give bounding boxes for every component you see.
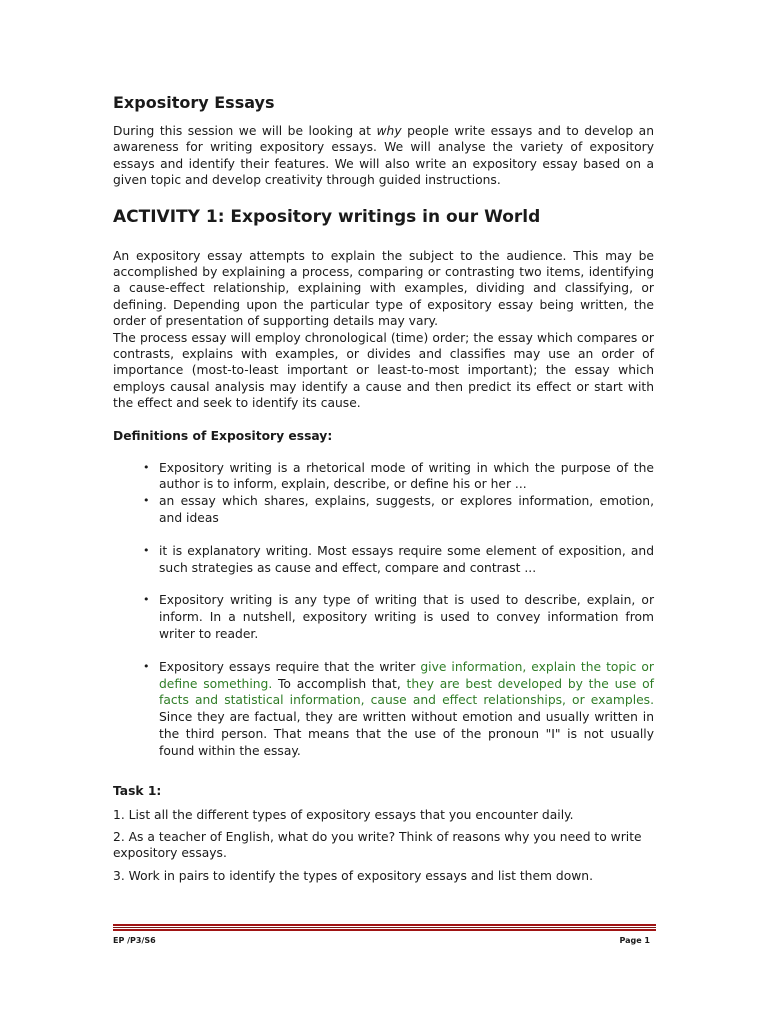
footer-rule-line <box>113 924 656 926</box>
activity-paragraph-1: An expository essay attempts to explain the subject to the audience. This may be accomplished by explaining a process, comparing or contrasting two items, identifying a cause-effect relationship, explaining with examples, dividing and classifying, or defining. Depending upon the particular type of expository essay being written, the order of presentation of supporting details may vary. <box>113 248 654 329</box>
task-heading: Task 1: <box>113 783 162 798</box>
highlighted-text: give information, explain the topic or define something. <box>159 659 654 691</box>
bullet-icon: • <box>143 659 150 673</box>
definition-text-part: To accomplish that, <box>272 676 407 691</box>
list-item <box>143 460 654 494</box>
definition-text: Expository writing is any type of writing that is used to describe, explain, or inform. In a nutshell, expository writing is used to convey information from writer to reader. <box>159 593 654 642</box>
activity-paragraph-2: The process essay will employ chronological (time) order; the essay which compares or contrasts, explains with examples, or divides and classifies may use an order of importance (most-to-least important or least-to-most important); the essay which employs causal analysis may identify a cause and then predict its effect or start with the effect and seek to identify its cause. <box>113 330 654 411</box>
intro-paragraph <box>113 123 654 189</box>
task-item: 1. List all the different types of expository essays that you encounter daily. <box>113 807 574 822</box>
bullet-icon: • <box>143 460 150 474</box>
highlighted-text: they are best developed by the use of facts and statistical information, cause and effect relationships, or examples. <box>159 676 654 708</box>
list-item <box>143 493 654 527</box>
definition-text-part: Expository essays require that the writer <box>159 659 421 674</box>
definition-text: Expository writing is a rhetorical mode of writing in which the purpose of the author is to inform, explain, describe, or define his or her ... <box>159 460 654 492</box>
page-number: Page 1 <box>619 936 650 945</box>
definition-text: an essay which shares, explains, suggests, or explores information, emotion, and ideas <box>159 494 654 526</box>
footer-rule-line <box>113 929 656 931</box>
definitions-list <box>113 460 654 760</box>
footer-rule-line <box>113 927 656 928</box>
intro-italic-word: why <box>376 124 402 138</box>
page-title: Expository Essays <box>113 93 275 112</box>
intro-text-start: During this session we will be looking at <box>113 124 377 138</box>
footer-code: EP /P3/S6 <box>113 936 156 945</box>
activity-heading: ACTIVITY 1: Expository writings in our World <box>113 206 541 227</box>
list-item <box>143 659 654 760</box>
list-item <box>143 543 654 577</box>
definition-text: it is explanatory writing. Most essays require some element of exposition, and such strategies as cause and effect, compare and contrast ... <box>159 543 654 575</box>
task-item: 3. Work in pairs to identify the types of expository essays and list them down. <box>113 868 593 883</box>
bullet-icon: • <box>143 494 150 508</box>
definitions-heading: Definitions of Expository essay: <box>113 428 333 443</box>
definition-text-part: Since they are factual, they are written without emotion and usually written in the third person. That means that the use of the pronoun "I" is not usually found within the essay. <box>159 710 654 758</box>
page-content <box>113 92 654 890</box>
footer-rule <box>113 924 656 931</box>
intro-text-end: people write essays and to develop an awareness for writing expository essays. We will analyse the variety of expository essays and identify their features. We will also write an expository essay based on a given topic and develop creativity through guided instructions. <box>113 124 654 188</box>
page-footer <box>113 935 650 947</box>
bullet-icon: • <box>143 543 150 557</box>
list-item <box>143 592 654 642</box>
task-item: 2. As a teacher of English, what do you write? Think of reasons why you need to write expository essays. <box>113 830 642 861</box>
bullet-icon: • <box>143 593 150 607</box>
